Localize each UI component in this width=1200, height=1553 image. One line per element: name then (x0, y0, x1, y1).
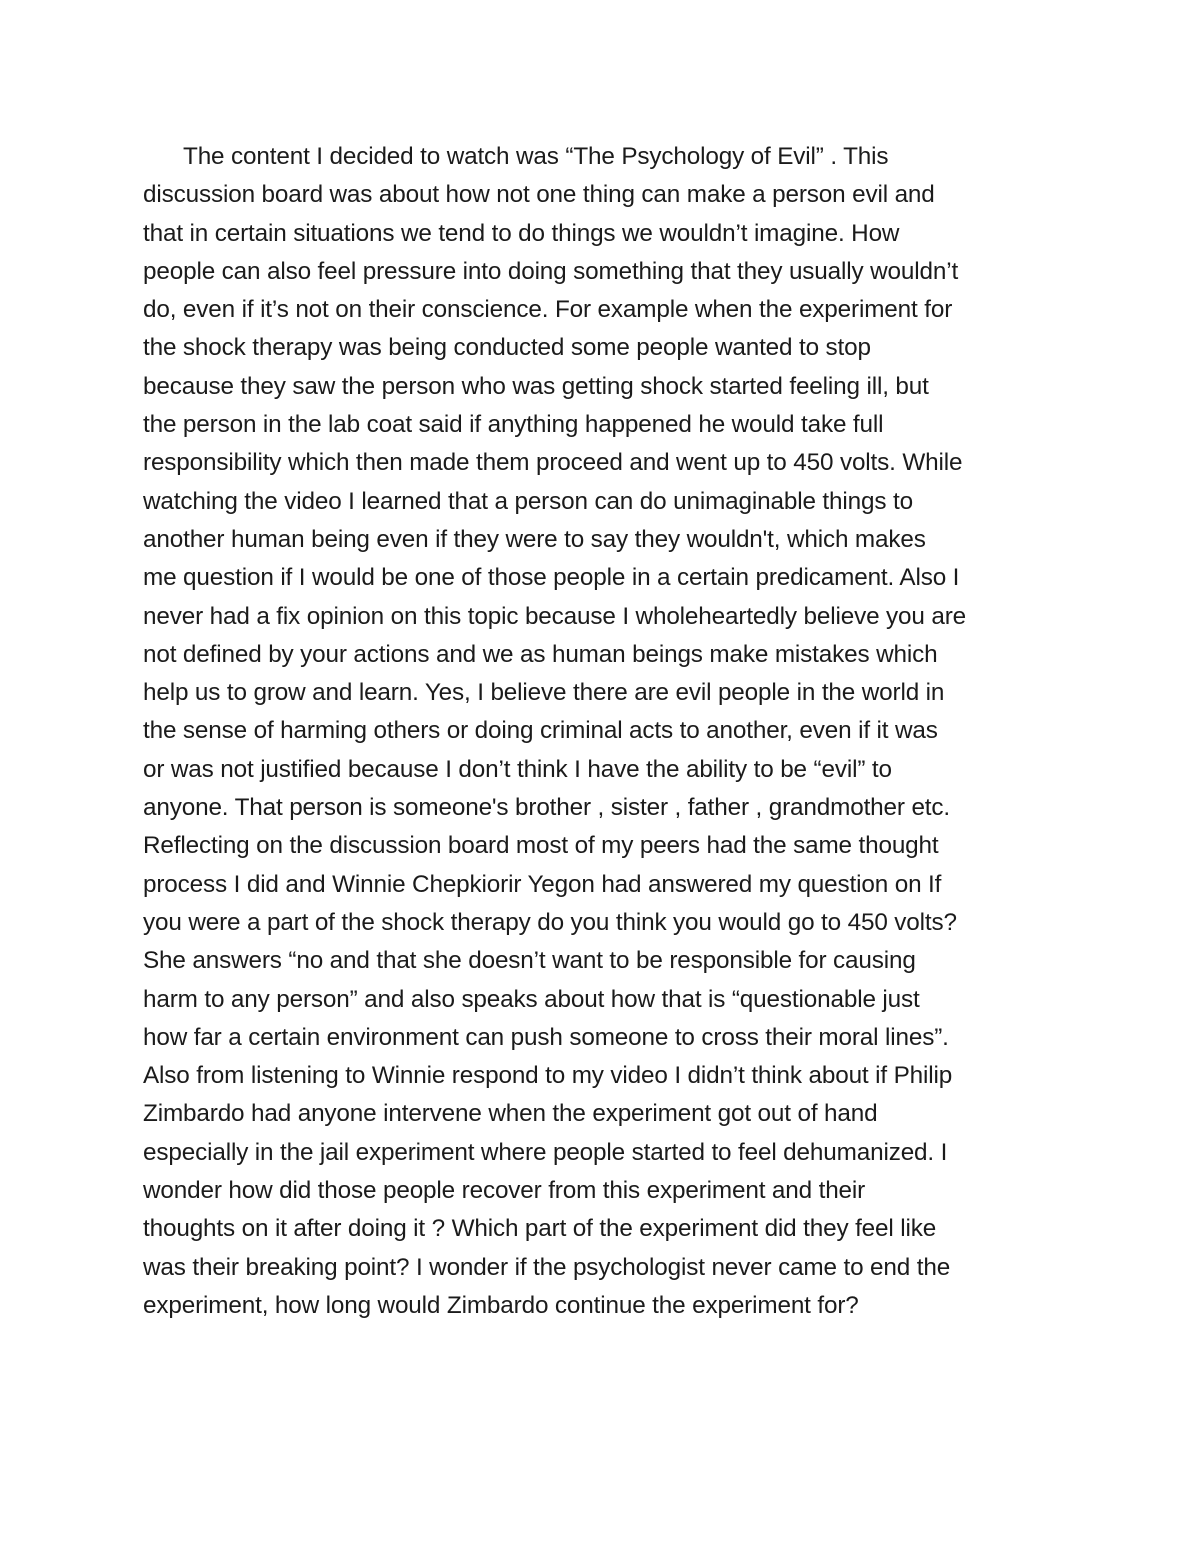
paragraph-line: especially in the jail experiment where people started to feel dehumanized. I (143, 1138, 948, 1166)
paragraph-line: She answers “no and that she doesn’t want to be responsible for causing (143, 947, 916, 975)
body-paragraph (143, 138, 1073, 1325)
paragraph-line: do, even if it’s not on their conscience. For example when the experiment for (143, 296, 953, 324)
paragraph-line: the shock therapy was being conducted some people wanted to stop (143, 334, 871, 362)
paragraph-line: anyone. That person is someone's brother , sister , father , grandmother etc. (143, 794, 951, 822)
paragraph-line: help us to grow and learn. Yes, I believe there are evil people in the world in (143, 679, 945, 707)
paragraph-line: another human being even if they were to say they wouldn't, which makes (143, 525, 926, 553)
paragraph-line: how far a certain environment can push someone to cross their moral lines”. (143, 1023, 949, 1051)
paragraph-line: responsibility which then made them proceed and went up to 450 volts. While (143, 449, 963, 477)
paragraph-line: people can also feel pressure into doing something that they usually wouldn’t (143, 257, 959, 285)
paragraph-line: experiment, how long would Zimbardo continue the experiment for? (143, 1291, 859, 1319)
paragraph-line: thoughts on it after doing it ? Which part of the experiment did they feel like (143, 1215, 937, 1243)
paragraph-line: The content I decided to watch was “The Psychology of Evil” . This (183, 143, 889, 170)
paragraph-line: was their breaking point? I wonder if the psychologist never came to end the (143, 1253, 951, 1281)
paragraph-line: that in certain situations we tend to do things we wouldn’t imagine. How (143, 219, 900, 247)
paragraph-line: watching the video I learned that a person can do unimaginable things to (143, 487, 913, 515)
paragraph-line: me question if I would be one of those people in a certain predicament. Also I (143, 564, 960, 592)
paragraph-line: Also from listening to Winnie respond to my video I didn’t think about if Philip (143, 1062, 953, 1090)
paragraph-line: wonder how did those people recover from this experiment and their (143, 1177, 866, 1205)
paragraph-line: because they saw the person who was getting shock started feeling ill, but (143, 372, 929, 400)
paragraph-line: never had a fix opinion on this topic because I wholeheartedly believe you are (143, 602, 967, 630)
paragraph-line: process I did and Winnie Chepkiorir Yegon had answered my question on If (143, 870, 942, 898)
paragraph-line: Zimbardo had anyone intervene when the experiment got out of hand (143, 1100, 878, 1128)
paragraph-line: discussion board was about how not one thing can make a person evil and (143, 181, 935, 209)
paragraph-line: you were a part of the shock therapy do you think you would go to 450 volts? (143, 908, 957, 936)
paragraph-line: harm to any person” and also speaks about how that is “questionable just (143, 985, 920, 1013)
paragraph-line: the sense of harming others or doing criminal acts to another, even if it was (143, 717, 938, 745)
paragraph-line: not defined by your actions and we as human beings make mistakes which (143, 640, 938, 668)
paragraph-line: Reflecting on the discussion board most of my peers had the same thought (143, 832, 939, 860)
paragraph-line: the person in the lab coat said if anything happened he would take full (143, 411, 884, 439)
paragraph-line: or was not justified because I don’t think I have the ability to be “evil” to (143, 755, 892, 783)
